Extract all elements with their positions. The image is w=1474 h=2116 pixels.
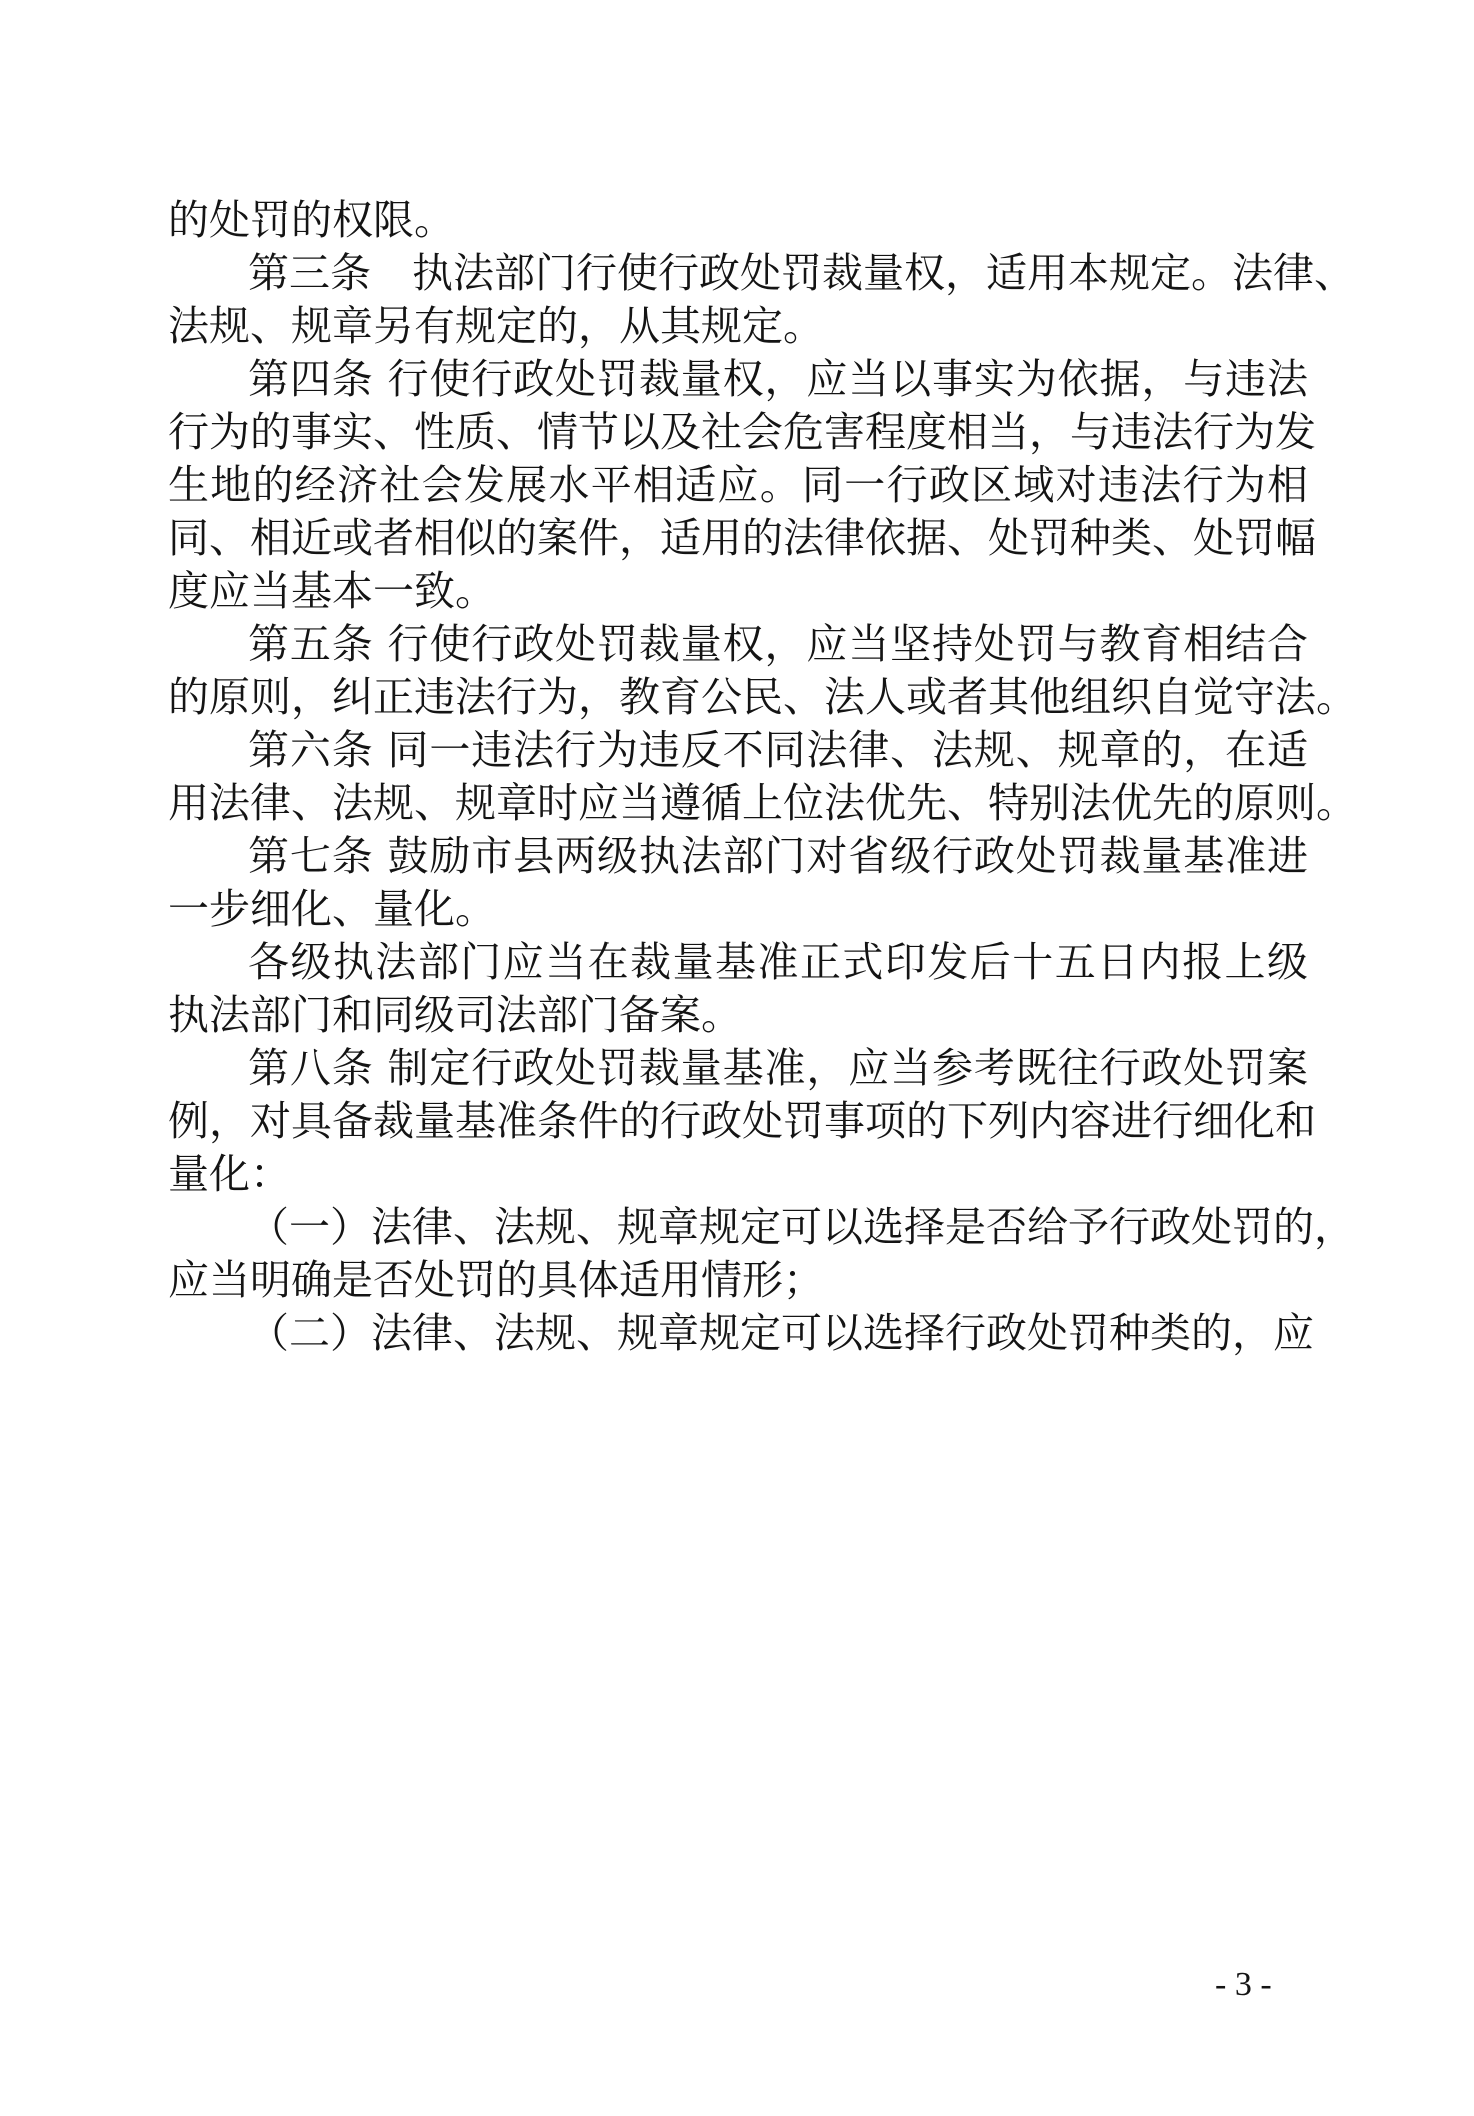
article-8-item-2-line-1: （二）法律、法规、规章规定可以选择行政处罚种类的，应 xyxy=(248,1309,1314,1357)
article-3-line-2: 法规、规章另有规定的，从其规定。 xyxy=(168,302,824,350)
article-8-item-1-line-2: 应当明确是否处罚的具体适用情形； xyxy=(168,1256,824,1304)
article-5-line-1: 第五条 行使行政处罚裁量权，应当坚持处罚与教育相结合 xyxy=(248,620,1308,668)
article-6-line-2: 用法律、法规、规章时应当遵循上位法优先、特别法优先的原则。 xyxy=(168,779,1357,827)
article-8-line-1: 第八条 制定行政处罚裁量基准，应当参考既往行政处罚案 xyxy=(248,1044,1308,1092)
article-4-line-4: 同、相近或者相似的案件，适用的法律依据、处罚种类、处罚幅 xyxy=(168,514,1316,562)
article-8-line-3: 量化： xyxy=(168,1150,291,1198)
article-5-line-2: 的原则，纠正违法行为，教育公民、法人或者其他组织自觉守法。 xyxy=(168,673,1357,721)
article-7-line-2: 一步细化、量化。 xyxy=(168,885,496,933)
article-7-line-1: 第七条 鼓励市县两级执法部门对省级行政处罚裁量基准进 xyxy=(248,832,1308,880)
article-4-line-3: 生地的经济社会发展水平相适应。同一行政区域对违法行为相 xyxy=(168,461,1308,509)
article-6-line-1: 第六条 同一违法行为违反不同法律、法规、规章的，在适 xyxy=(248,726,1308,774)
article-4-line-5: 度应当基本一致。 xyxy=(168,567,496,615)
text-line-1: 的处罚的权限。 xyxy=(168,196,455,244)
article-4-line-2: 行为的事实、性质、情节以及社会危害程度相当，与违法行为发 xyxy=(168,408,1316,456)
article-7-paragraph-2-line-1: 各级执法部门应当在裁量基准正式印发后十五日内报上级 xyxy=(248,938,1308,986)
article-4-line-1: 第四条 行使行政处罚裁量权，应当以事实为依据，与违法 xyxy=(248,355,1308,403)
article-3-line-1: 第三条 执法部门行使行政处罚裁量权，适用本规定。法律、 xyxy=(248,249,1355,297)
article-7-paragraph-2-line-2: 执法部门和同级司法部门备案。 xyxy=(168,991,742,1039)
page-number: - 3 - xyxy=(1215,1966,1272,2003)
article-8-line-2: 例，对具备裁量基准条件的行政处罚事项的下列内容进行细化和 xyxy=(168,1097,1316,1145)
article-8-item-1-line-1: （一）法律、法规、规章规定可以选择是否给予行政处罚的， xyxy=(248,1203,1355,1251)
